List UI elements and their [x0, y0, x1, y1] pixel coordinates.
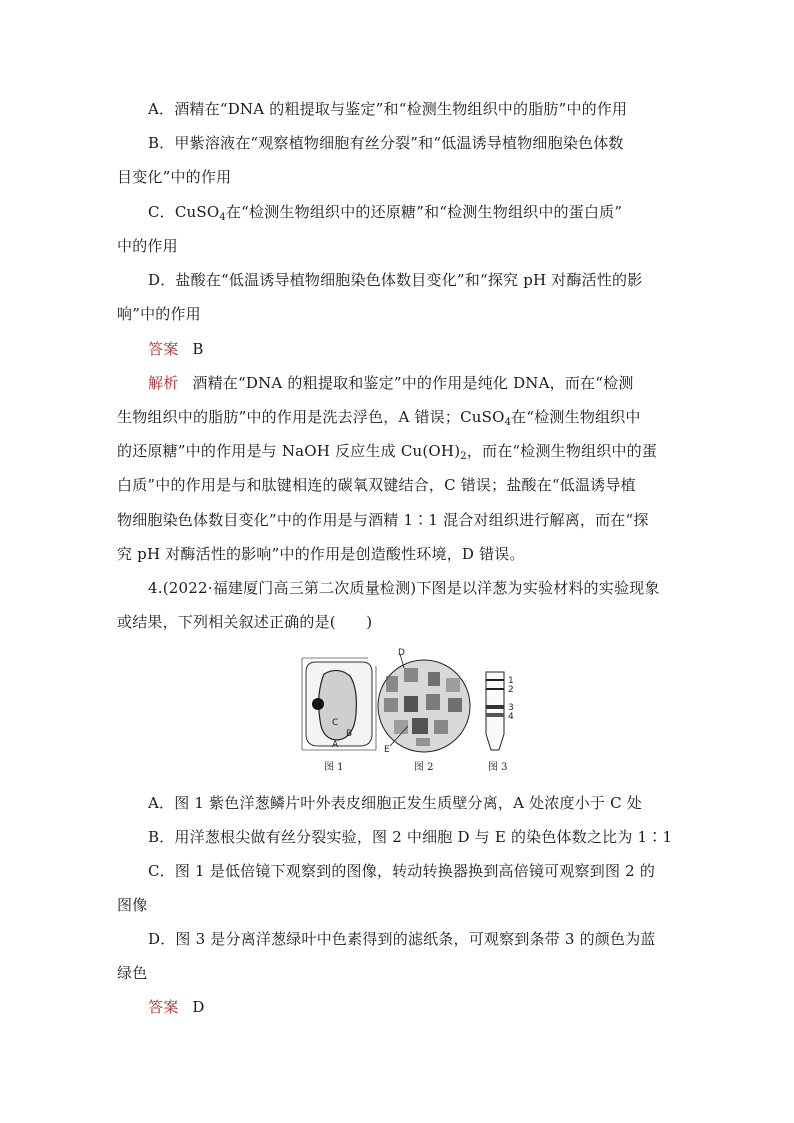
answer-1	[148, 339, 204, 359]
option-a-text: A．酒精在“DNA 的粗提取与鉴定”和“检测生物组织中的脂肪”中的作用	[148, 100, 628, 118]
analysis-line3-post: ，而在“检测生物组织中的蛋	[466, 442, 658, 460]
fig3-label-2: 2	[508, 685, 514, 695]
question-4-line1: 4.(2022·福建厦门高三第二次质量检测)下图是以洋葱为实验材料的实验现象	[148, 579, 660, 597]
answer-2-value: D	[192, 998, 205, 1016]
fig2-label-e: E	[384, 745, 390, 755]
answer-2-label: 答案	[148, 998, 179, 1016]
fig1-label-c: C	[332, 718, 339, 728]
option-a	[148, 99, 627, 119]
q4-option-a: A．图 1 紫色洋葱鳞片叶外表皮细胞正发生质壁分离，A 处浓度小于 C 处	[148, 794, 642, 812]
q4-option-d-line1: D．图 3 是分离洋葱绿叶中色素得到的滤纸条，可观察到条带 3 的颜色为蓝	[148, 930, 656, 948]
fig1-label-a: A	[332, 740, 339, 750]
option-c-line2: 中的作用	[117, 237, 178, 255]
q4-option-b: B．用洋葱根尖做有丝分裂实验，图 2 中细胞 D 与 E 的染色体数之比为 1∶1	[148, 828, 673, 846]
analysis-line2	[117, 407, 641, 427]
analysis-line3-pre: 的还原糖”中的作用是与 NaOH 反应生成 Cu(OH)	[117, 442, 461, 460]
analysis-text-1: 酒精在“DNA 的粗提取和鉴定”中的作用是纯化 DNA，而在“检测	[192, 374, 634, 392]
fig3-label-3: 3	[508, 703, 514, 713]
fig3-label-4: 4	[508, 712, 514, 722]
analysis-line6: 究 pH 对酶活性的影响”中的作用是创造酸性环境，D 错误。	[117, 545, 525, 563]
question-4-line2: 或结果，下列相关叙述正确的是( )	[117, 613, 373, 631]
figure-2-micrograph	[378, 648, 470, 773]
analysis-line5: 物细胞染色体数目变化”中的作用是与酒精 1∶1 混合对组织进行解离，而在“探	[117, 511, 649, 529]
q4-option-c-line2: 图像	[117, 896, 148, 914]
nucleus-icon	[312, 698, 324, 710]
analysis-line4: 白质”中的作用是与和肽键相连的碳氧双键结合，C 错误；盐酸在“低温诱导植	[117, 476, 636, 494]
figure-3-strip	[486, 672, 514, 773]
figure-1-caption: 图 1	[324, 762, 344, 773]
option-d-line2: 响”中的作用	[117, 305, 201, 323]
option-c-sub: 4	[219, 212, 226, 223]
option-c-pre: C．CuSO	[148, 203, 220, 221]
analysis-line3-sub: 2	[460, 451, 467, 462]
q4-option-d-line2: 绿色	[117, 964, 148, 982]
analysis-line1	[148, 373, 634, 393]
fig2-label-d: D	[398, 648, 405, 658]
analysis-line2-post: 在“检测生物组织中	[511, 408, 641, 426]
option-c-post: 在“检测生物组织中的还原糖”和“检测生物组织中的蛋白质”	[225, 203, 623, 221]
option-d-line1: D．盐酸在“低温诱导植物细胞染色体数目变化”和“探究 pH 对酶活性的影	[148, 271, 643, 289]
option-b-line1: B．甲紫溶液在“观察植物细胞有丝分裂”和“低温诱导植物细胞染色体数	[148, 134, 624, 152]
option-c-line1	[148, 202, 622, 222]
figure-1-cell	[302, 658, 376, 773]
analysis-line2-pre: 生物组织中的脂肪”中的作用是洗去浮色，A 错误；CuSO	[117, 408, 505, 426]
analysis-line2-sub: 4	[504, 417, 512, 428]
fig1-label-b: B	[346, 729, 353, 739]
option-b-line2: 目变化”中的作用	[117, 168, 232, 186]
analysis-label: 解析	[148, 374, 179, 392]
answer-value: B	[192, 340, 204, 358]
figure-2-caption: 图 2	[414, 762, 434, 773]
figure-svg	[300, 648, 520, 776]
answer-2	[148, 997, 205, 1017]
answer-label: 答案	[148, 340, 179, 358]
analysis-line3	[117, 441, 657, 461]
q4-option-c-line1: C．图 1 是低倍镜下观察到的图像，转动转换器换到高倍镜可观察到图 2 的	[148, 862, 656, 880]
fig3-label-1: 1	[508, 676, 514, 686]
question-4-figure	[300, 648, 520, 776]
figure-3-caption: 图 3	[488, 762, 508, 773]
